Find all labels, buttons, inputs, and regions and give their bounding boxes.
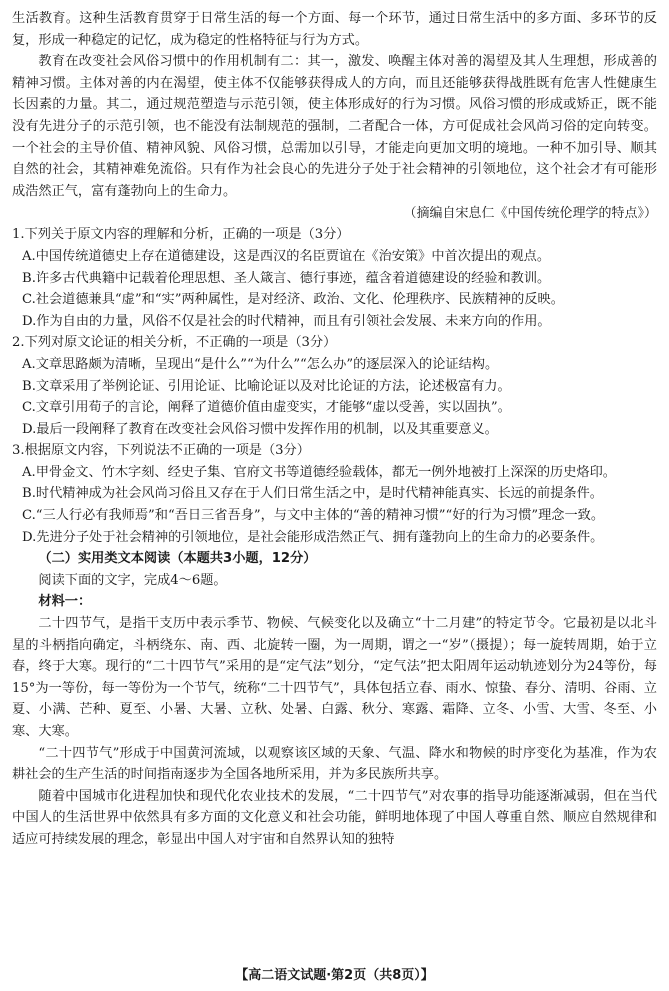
question-3-option-d: D.先进分子处于社会精神的引领地位，是社会能形成浩然正气、拥有蓬勃向上的生命力的必要条件。 bbox=[22, 529, 604, 545]
question-1-option-c: C.社会道德兼具“虚”和“实”两种属性，是对经济、政治、文化、伦理秩序、民族精神的反映。 bbox=[22, 292, 564, 308]
material-1-paragraph-3: 随着中国城市化进程加快和现代化农业技术的发展，“二十四节气”对农事的指导功能逐渐减弱，但在当代中国人的生活世界中依然具有多方面的文化意义和社会功能，鲜明地体现了中国人尊重自然、顺应自然规律和适应可持续发展的理念，彰显出中国人对宇宙和自然界认知的独特 bbox=[12, 788, 657, 847]
question-2-option-a: A.文章思路颇为清晰，呈现出“是什么”“为什么”“怎么办”的逐层深入的论证结构。 bbox=[22, 356, 499, 372]
question-3-option-c: C.“三人行必有我师焉”和“吾日三省吾身”，与文中主体的“善的精神习惯”“好的行为习惯”理念一致。 bbox=[22, 508, 605, 524]
question-1 bbox=[12, 224, 657, 332]
question-3-option-a: A.甲骨金文、竹木字刻、经史子集、官府文书等道德经验载体，都无一例外地被打上深深的历史烙印。 bbox=[22, 464, 616, 480]
question-3-stem: 3.根据原文内容，下列说法不正确的一项是（3分） bbox=[12, 443, 310, 459]
section-2-heading: （二）实用类文本阅读（本题共3小题，12分） bbox=[38, 551, 317, 567]
section-2-instruction: 阅读下面的文字，完成4～6题。 bbox=[38, 572, 227, 588]
material-1-label: 材料一： bbox=[38, 594, 92, 610]
passage-source: （摘编自宋息仁《中国传统伦理学的特点》） bbox=[403, 206, 657, 222]
question-1-option-d: D.作为自由的力量，风俗不仅是社会的时代精神，而且有引领社会发展、未来方向的作用。 bbox=[22, 313, 551, 329]
question-3-option-b: B.时代精神成为社会风尚习俗且又存在于人们日常生活之中，是时代精神能真实、长远的前提条件。 bbox=[22, 486, 603, 502]
question-2-stem: 2.下列对原文论证的相关分析，不正确的一项是（3分） bbox=[12, 335, 337, 351]
question-2-option-b: B.文章采用了举例论证、引用论证、比喻论证以及对比论证的方法，论述极富有力。 bbox=[22, 378, 511, 394]
question-2-option-c: C.文章引用荀子的言论，阐释了道德价值由虚变实，才能够“虚以受善，实以固执”。 bbox=[22, 400, 511, 416]
question-1-option-a: A.中国传统道德史上存在道德建设，这是西汉的名臣贾谊在《治安策》中首次提出的观点。 bbox=[22, 248, 551, 264]
page-footer: 【高二语文试题·第2页（共8页）】 bbox=[235, 968, 434, 983]
question-2 bbox=[12, 332, 657, 440]
question-2-option-d: D.最后一段阐释了教育在改变社会风俗习惯中发挥作用的机制，以及其重要意义。 bbox=[22, 421, 498, 437]
question-1-option-b: B.许多古代典籍中记载着伦理思想、圣人箴言、德行事迹，蕴含着道德建设的经验和教训。 bbox=[22, 270, 551, 286]
question-3 bbox=[12, 440, 657, 548]
question-1-stem: 1.下列关于原文内容的理解和分析，正确的一项是（3分） bbox=[12, 227, 350, 243]
material-1-paragraph-1: 二十四节气，是指干支历中表示季节、物候、气候变化以及确立“十二月建”的特定节令。它最初是以北斗星的斗柄指向确定，斗柄绕东、南、西、北旋转一圈，为一周期，谓之一“岁”（摄提）；每一旋转周期，始于立春，终于大寒。现行的“二十四节气”采用的是“定气法”划分，“定气法”把太阳周年运动轨迹划分为24等份，每15°为一等份，每一等份为一个节气，统称“二十四节气”，具体包括立春、雨水、惊蛰、春分、清明、谷雨、立夏、小满、芒种、夏至、小暑、大暑、立秋、处暑、白露、秋分、寒露、霜降、立冬、小雪、大雪、冬至、小寒、大寒。 bbox=[12, 616, 657, 739]
material-1-paragraph-2: “二十四节气”形成于中国黄河流域，以观察该区域的天象、气温、降水和物候的时序变化为基准，作为农耕社会的生产生活的时间指南逐步为全国各地所采用，并为多民族所共享。 bbox=[12, 745, 657, 783]
passage-paragraph-1: 生活教育。这种生活教育贯穿于日常生活的每一个方面、每一个环节，通过日常生活中的多方面、多环节的反复，形成一种稳定的记忆，成为稳定的性格特征与行为方式。 bbox=[12, 11, 657, 48]
passage-paragraph-2: 教育在改变社会风俗习惯中的作用机制有二：其一，激发、唤醒主体对善的渴望及其人生理想，形成善的精神习惯。主体对善的内在渴望，使主体不仅能够获得成人的方向，而且还能够获得战胜既有危害人性健康生长因素的力量。其二，通过规范塑造与示范引领，使主体形成好的行为习惯。风俗习惯的形成或矫正，既不能没有先进分子的示范引领，也不能没有法制规范的强制，二者配合一体，方可促成社会风尚习俗的定向转变。一个社会的主导价值、精神风貌、风俗习惯，总需加以引导，才能走向更加文明的境地。一种不加引导、顺其自然的社会，其精神难免流俗。只有作为社会良心的先进分子处于社会精神的引领地位，这个社会才有可能形成浩然正气，富有蓬勃向上的生命力。 bbox=[12, 54, 657, 199]
